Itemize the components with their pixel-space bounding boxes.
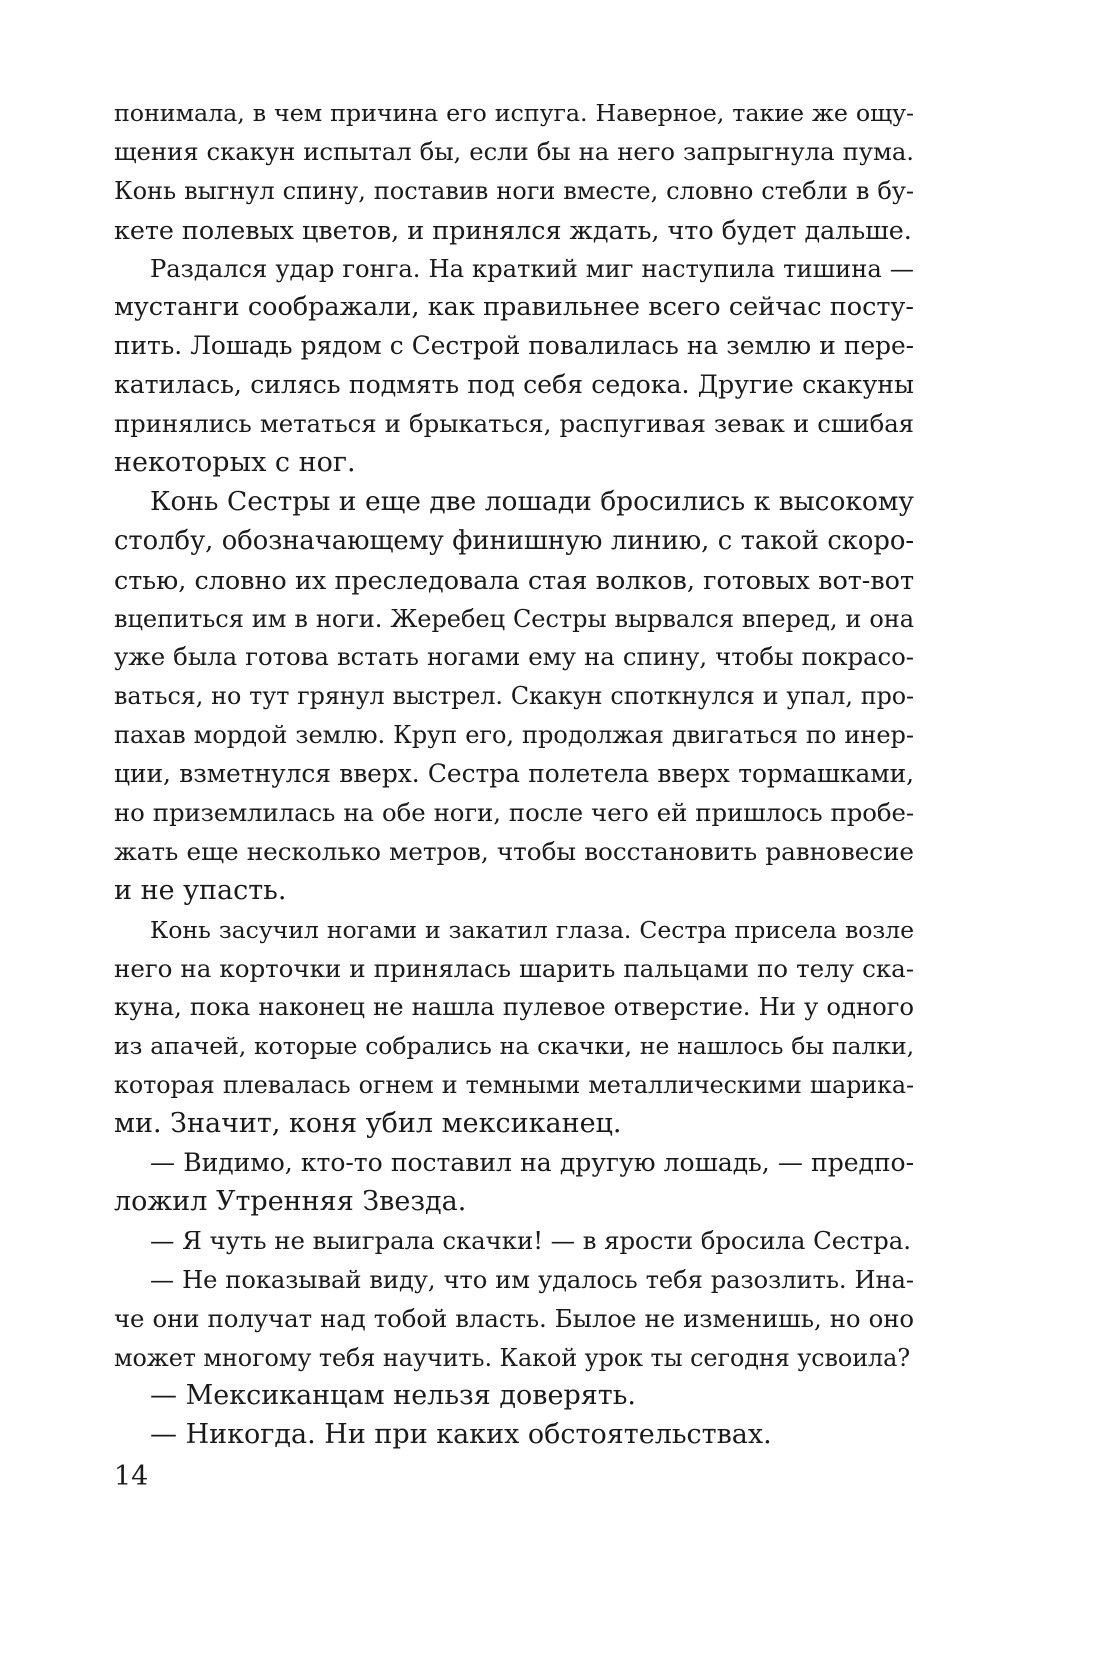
text-line: которая плевалась огнем и темными металлическими шарика- <box>114 1071 914 1100</box>
text-line: — Видимо, кто-то поставил на другую лошадь, — предпо- <box>150 1148 914 1178</box>
page-number: 14 <box>114 1461 149 1492</box>
paragraph <box>114 1222 914 1261</box>
paragraph <box>114 1261 914 1378</box>
text-line: уже была готова встать ногами ему на спину, чтобы покрасо- <box>114 642 914 672</box>
text-line: понимала, в чем причина его испуга. Наверное, такие же ощу- <box>114 99 914 127</box>
text-line: мустанги соображали, как правильнее всего сейчас посту- <box>114 292 914 323</box>
text-line: Раздался удар гонга. На краткий миг наступила тишина — <box>150 253 914 283</box>
text-line: пахав мордой землю. Круп его, продолжая двигаться по инер- <box>114 721 914 750</box>
text-line: и не упасть. <box>114 874 287 906</box>
text-line: — Никогда. Ни при каких обстоятельствах. <box>150 1419 772 1451</box>
paragraph <box>114 94 914 250</box>
text-line: Конь засучил ногами и закатил глаза. Сестра присела возле <box>150 915 914 944</box>
text-line: стью, словно их преследовала стая волков, готовых вот-вот <box>114 564 914 595</box>
text-line: вцепиться им в ноги. Жеребец Сестры вырвался вперед, и она <box>114 604 914 633</box>
text-line: Конь Сестры и еще две лошади бросились к высокому <box>150 485 914 517</box>
text-line: куна, пока наконец не нашла пулевое отверстие. Ни у одного <box>114 992 914 1022</box>
text-line: щения скакун испытал бы, если бы на него запрыгнула пума. <box>114 136 914 166</box>
paragraph <box>114 1416 914 1455</box>
text-line: кете полевых цветов, и принялся ждать, что будет дальше. <box>114 214 912 245</box>
text-line: принялись метаться и брыкаться, распугивая зевак и сшибая <box>114 409 914 439</box>
text-line: ваться, но тут грянул выстрел. Скакун споткнулся и упал, про- <box>114 682 914 711</box>
paragraph <box>114 1377 914 1416</box>
text-line: ми. Значит, коня убил мексиканец. <box>114 1108 622 1140</box>
body-text <box>114 94 914 1455</box>
text-line: — Мексиканцам нельзя доверять. <box>150 1380 636 1412</box>
paragraph <box>114 483 914 911</box>
text-line: может многому тебя научить. Какой урок ты сегодня усвоила? <box>114 1343 911 1372</box>
text-line: че они получат над тобой власть. Былое не изменишь, но оно <box>114 1303 914 1333</box>
text-line: ложил Утренняя Звезда. <box>114 1185 467 1217</box>
paragraph <box>114 1144 914 1222</box>
paragraph <box>114 250 914 483</box>
text-line: ции, взметнулся вверх. Сестра полетела вверх тормашками, <box>114 759 914 789</box>
text-line: — Я чуть не выиграла скачки! — в ярости бросила Сестра. <box>150 1225 911 1255</box>
text-line: пить. Лошадь рядом с Сестрой повалилась на землю и пере- <box>114 331 914 361</box>
text-line: катилась, силясь подмять под себя седока. Другие скакуны <box>114 370 914 400</box>
text-line: но приземлилась на обе ноги, после чего ей пришлось пробе- <box>114 798 914 828</box>
paragraph <box>114 911 914 1144</box>
text-line: — Не показывай виду, что им удалось тебя разозлить. Ина- <box>150 1265 914 1294</box>
text-line: жать еще несколько метров, чтобы восстановить равновесие <box>114 836 914 866</box>
text-line: Конь выгнул спину, поставив ноги вместе, словно стебли в бу- <box>114 176 914 205</box>
text-line: столбу, обозначающему финишную линию, с такой скоро- <box>114 525 914 556</box>
text-line: него на корточки и принялась шарить пальцами по телу ска- <box>114 953 914 983</box>
text-line: некоторых с ног. <box>114 447 356 479</box>
text-line: из апачей, которые собрались на скачки, не нашлось бы палки, <box>114 1032 914 1061</box>
